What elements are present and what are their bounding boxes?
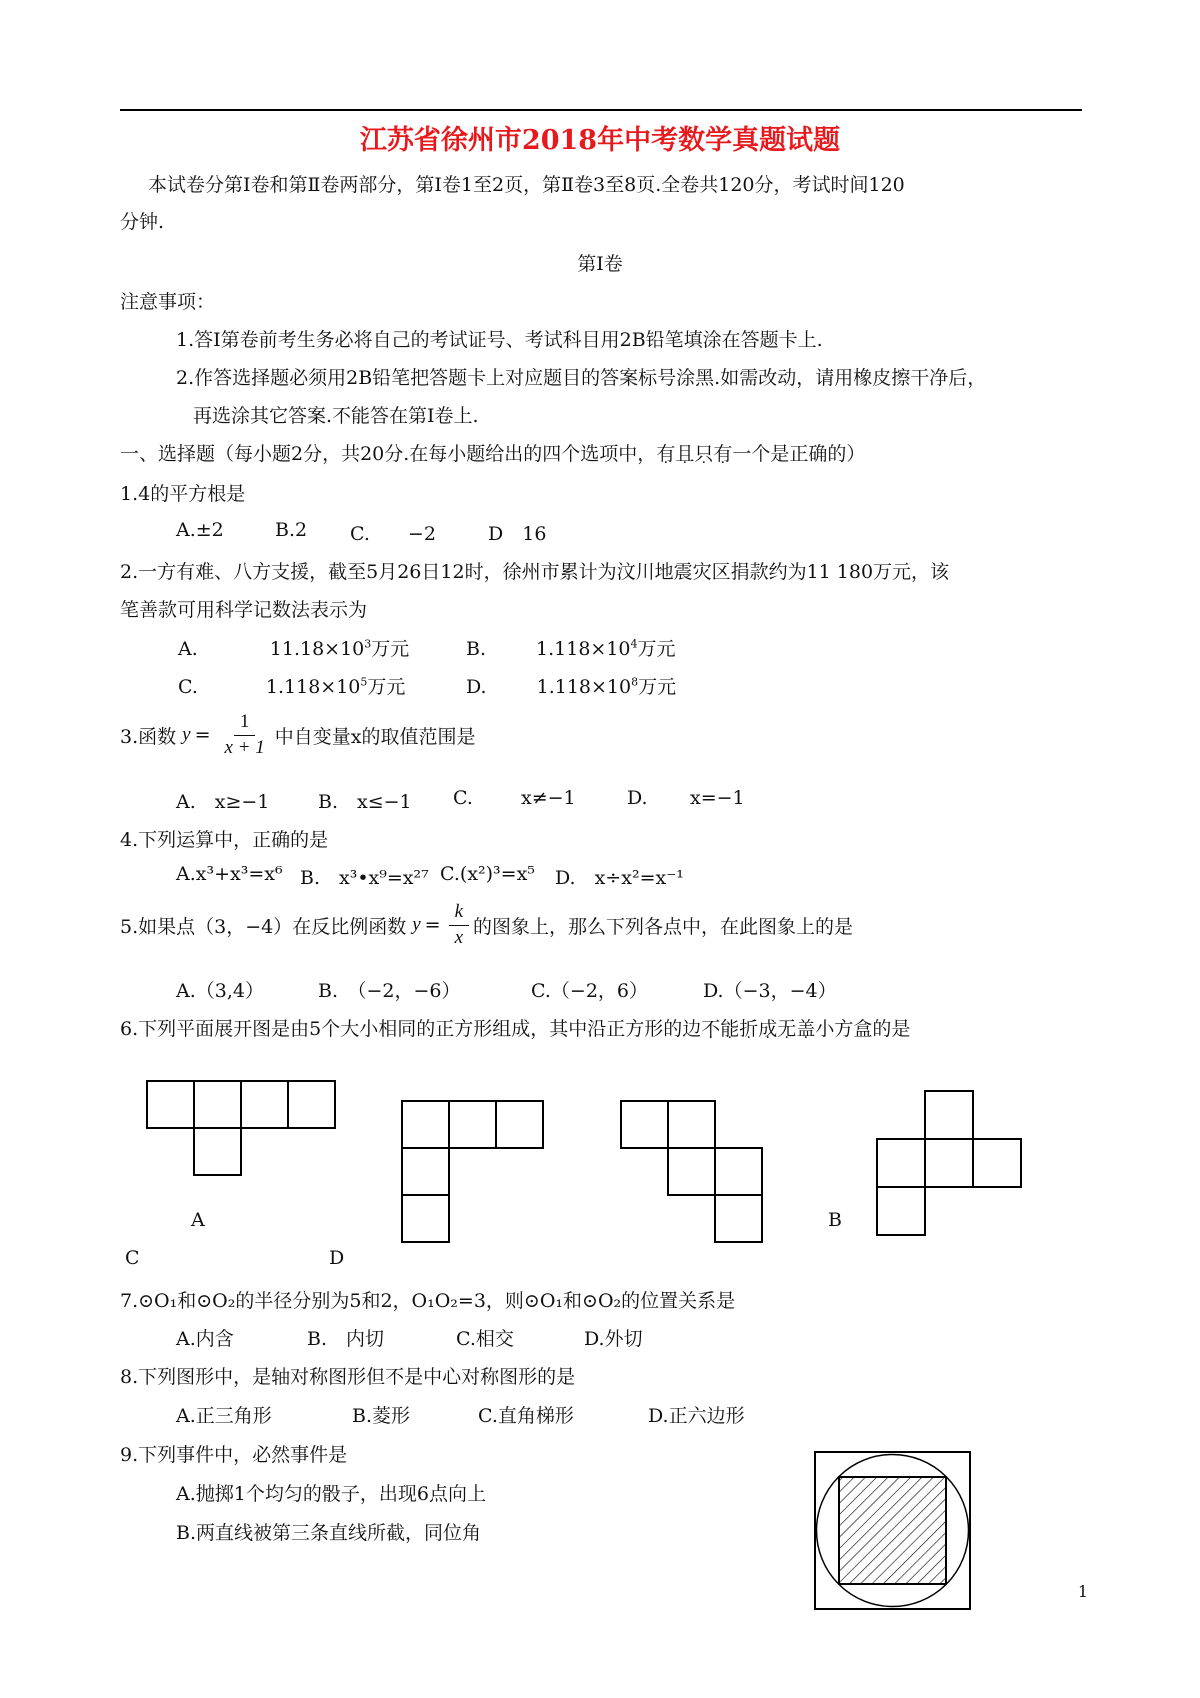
intro-line-1: 本试卷分第Ⅰ卷和第Ⅱ卷两部分，第Ⅰ卷1至2页，第Ⅱ卷3至8页.全卷共120分，考试时间120 [148, 174, 905, 196]
q4-option-a: A.x³+x³=x⁶ [176, 863, 283, 885]
q3-pre: 3.函数 [120, 725, 177, 748]
emph-char: 不 [701, 1018, 721, 1040]
emph-char: 盖 [796, 1018, 816, 1040]
emph-char: 有 [713, 443, 733, 465]
note-item-2b: 再选涂其它答案.不能答在第Ⅰ卷上. [193, 405, 479, 427]
q2-option-a [178, 634, 409, 661]
q5-y: y [412, 914, 421, 936]
q2-a-label: A. [178, 638, 198, 660]
q6-suffix: 小方盒的是 [815, 1018, 911, 1040]
circle-square-figure [813, 1450, 973, 1612]
q5-post: 的图象上，那么下列各点中，在此图象上的是 [473, 915, 854, 938]
q8-stem: 8.下列图形中，是轴对称图形但不是中心对称图形的是 [120, 1366, 576, 1388]
q2-a-exp: 3 [364, 637, 372, 651]
emph-char: 且 [675, 443, 695, 465]
net-figure-a [146, 1080, 336, 1180]
net-figure-c [620, 1100, 765, 1245]
q7-option-b: B. 内切 [307, 1328, 385, 1350]
q2-d-label: D. [466, 676, 487, 698]
q3-option-d-value: x=−1 [690, 787, 745, 809]
q3-fraction [219, 712, 271, 759]
q7-option-a: A.内含 [176, 1328, 234, 1350]
q6-label-c: C [125, 1247, 140, 1269]
q1-option-c: C. −2 [350, 523, 436, 545]
emph-char: 无 [777, 1018, 797, 1040]
q8-option-d: D.正六边形 [648, 1405, 745, 1427]
q5-eq: = [424, 914, 441, 937]
q7-option-c: C.相交 [456, 1328, 514, 1350]
q8-option-c: C.直角梯形 [478, 1405, 574, 1427]
note-item-2a: 2.作答选择题必须用2B铅笔把答题卡上对应题目的答案标号涂黑.如需改动，请用橡皮擦干净后， [176, 367, 987, 389]
page-number: 1 [1077, 1582, 1088, 1601]
q2-b-label: B. [466, 638, 487, 660]
q4-option-b: B. x³•x⁹=x²⁷ [300, 867, 429, 889]
q6-prefix: 6.下列平面展开图是由5个大小相同的正方形组成，其中沿正方形的边 [120, 1018, 702, 1040]
emph-char: 成 [758, 1018, 778, 1040]
q3-option-c-value: x≠−1 [521, 787, 576, 809]
q5-option-a: A.（3,4） [176, 980, 264, 1002]
q6-stem [120, 1014, 910, 1041]
q5-pre: 5.如果点（3，−4）在反比例函数 [120, 915, 407, 938]
q2-stem-1: 2.一方有难、八方支援，截至5月26日12时，徐州市累计为汶川地震灾区捐款约为11 180万元，该 [120, 561, 950, 583]
q3-option-b: B. x≤−1 [318, 791, 412, 813]
q3-stem [120, 712, 475, 759]
page-title: 江苏省徐州市2018年中考数学真题试题 [359, 125, 841, 156]
notes-heading: 注意事项： [120, 291, 216, 313]
q5-option-c: C.（−2，6） [531, 980, 648, 1002]
q9-option-b: B.两直线被第三条直线所截，同位角 [176, 1522, 482, 1544]
q2-stem-2: 笔善款可用科学记数法表示为 [120, 599, 368, 621]
q1-option-b: B.2 [275, 519, 308, 541]
q4-option-c: C.(x²)³=x⁵ [440, 863, 535, 885]
q3-option-a: A. x≥−1 [176, 791, 270, 813]
q3-y: y [182, 724, 191, 746]
q9-option-a: A.抛掷1个均匀的骰子，出现6点向上 [176, 1483, 486, 1505]
q2-d-base: 1.118×10 [536, 676, 632, 698]
q5-numerator: k [449, 902, 469, 926]
q1-option-a: A.±2 [176, 519, 224, 541]
q2-a-base: 11.18×10 [269, 638, 365, 660]
net-figure-b [401, 1100, 546, 1245]
emph-char: 折 [739, 1018, 759, 1040]
q2-c-unit: 万元 [367, 676, 406, 698]
q9-stem: 9.下列事件中，必然事件是 [120, 1444, 348, 1466]
note-item-1: 1.答Ⅰ第卷前考生务必将自己的考试证号、考试科目用2B铅笔填涂在答题卡上. [176, 329, 823, 351]
q2-b-exp: 4 [630, 637, 638, 651]
q6-label-d: D [329, 1247, 345, 1269]
q5-denominator: x [454, 926, 464, 948]
intro-line-2: 分钟. [120, 211, 165, 233]
q4-stem: 4.下列运算中，正确的是 [120, 829, 329, 851]
part1-prefix: 一、选择题（每小题2分，共20分.在每小题给出的四个选项中， [120, 443, 657, 465]
q7-stem: 7.⊙O₁和⊙O₂的半径分别为5和2，O₁O₂=3，则⊙O₁和⊙O₂的位置关系是 [120, 1290, 736, 1312]
q5-option-d: D.（−3，−4） [703, 980, 837, 1002]
q2-c-label: C. [178, 676, 198, 698]
q7-option-d: D.外切 [584, 1328, 643, 1350]
net-figure-d [876, 1090, 1026, 1240]
q2-option-d [466, 672, 676, 699]
q6-label-a: A [191, 1209, 205, 1231]
section-title: 第Ⅰ卷 [577, 253, 623, 275]
q5-option-b: B. （−2，−6） [318, 980, 461, 1002]
q5-fraction [449, 902, 469, 949]
emph-char: 有 [656, 443, 676, 465]
emph-char: 能 [720, 1018, 740, 1040]
q2-b-base: 1.118×10 [536, 638, 631, 660]
q6-label-b: B [828, 1209, 842, 1231]
q2-c-base: 1.118×10 [265, 676, 361, 698]
q2-b-unit: 万元 [637, 638, 676, 660]
q2-d-unit: 万元 [638, 676, 677, 698]
emph-char: 只 [694, 443, 714, 465]
q3-post: 中自变量x的取值范围是 [274, 725, 476, 748]
q4-option-d: D. x÷x²=x⁻¹ [555, 867, 684, 889]
part1-suffix: 一个是正确的） [732, 443, 866, 465]
q3-option-d: D. [627, 787, 648, 809]
q2-option-b [466, 634, 676, 661]
q1-stem: 1.4的平方根是 [120, 483, 246, 505]
q2-a-unit: 万元 [371, 638, 410, 660]
header-rule [120, 109, 1082, 111]
q2-option-c [178, 672, 405, 699]
q5-stem [120, 902, 853, 949]
q8-option-a: A.正三角形 [176, 1405, 272, 1427]
q3-denominator: x + 1 [224, 736, 265, 758]
q3-numerator: 1 [234, 712, 256, 736]
q1-option-d: D 16 [488, 523, 547, 545]
q3-option-c: C. [453, 787, 473, 809]
q2-d-exp: 8 [631, 675, 639, 689]
q2-c-exp: 5 [360, 675, 368, 689]
q3-eq: = [194, 724, 211, 747]
part1-heading [120, 439, 865, 466]
q8-option-b: B.菱形 [352, 1405, 411, 1427]
